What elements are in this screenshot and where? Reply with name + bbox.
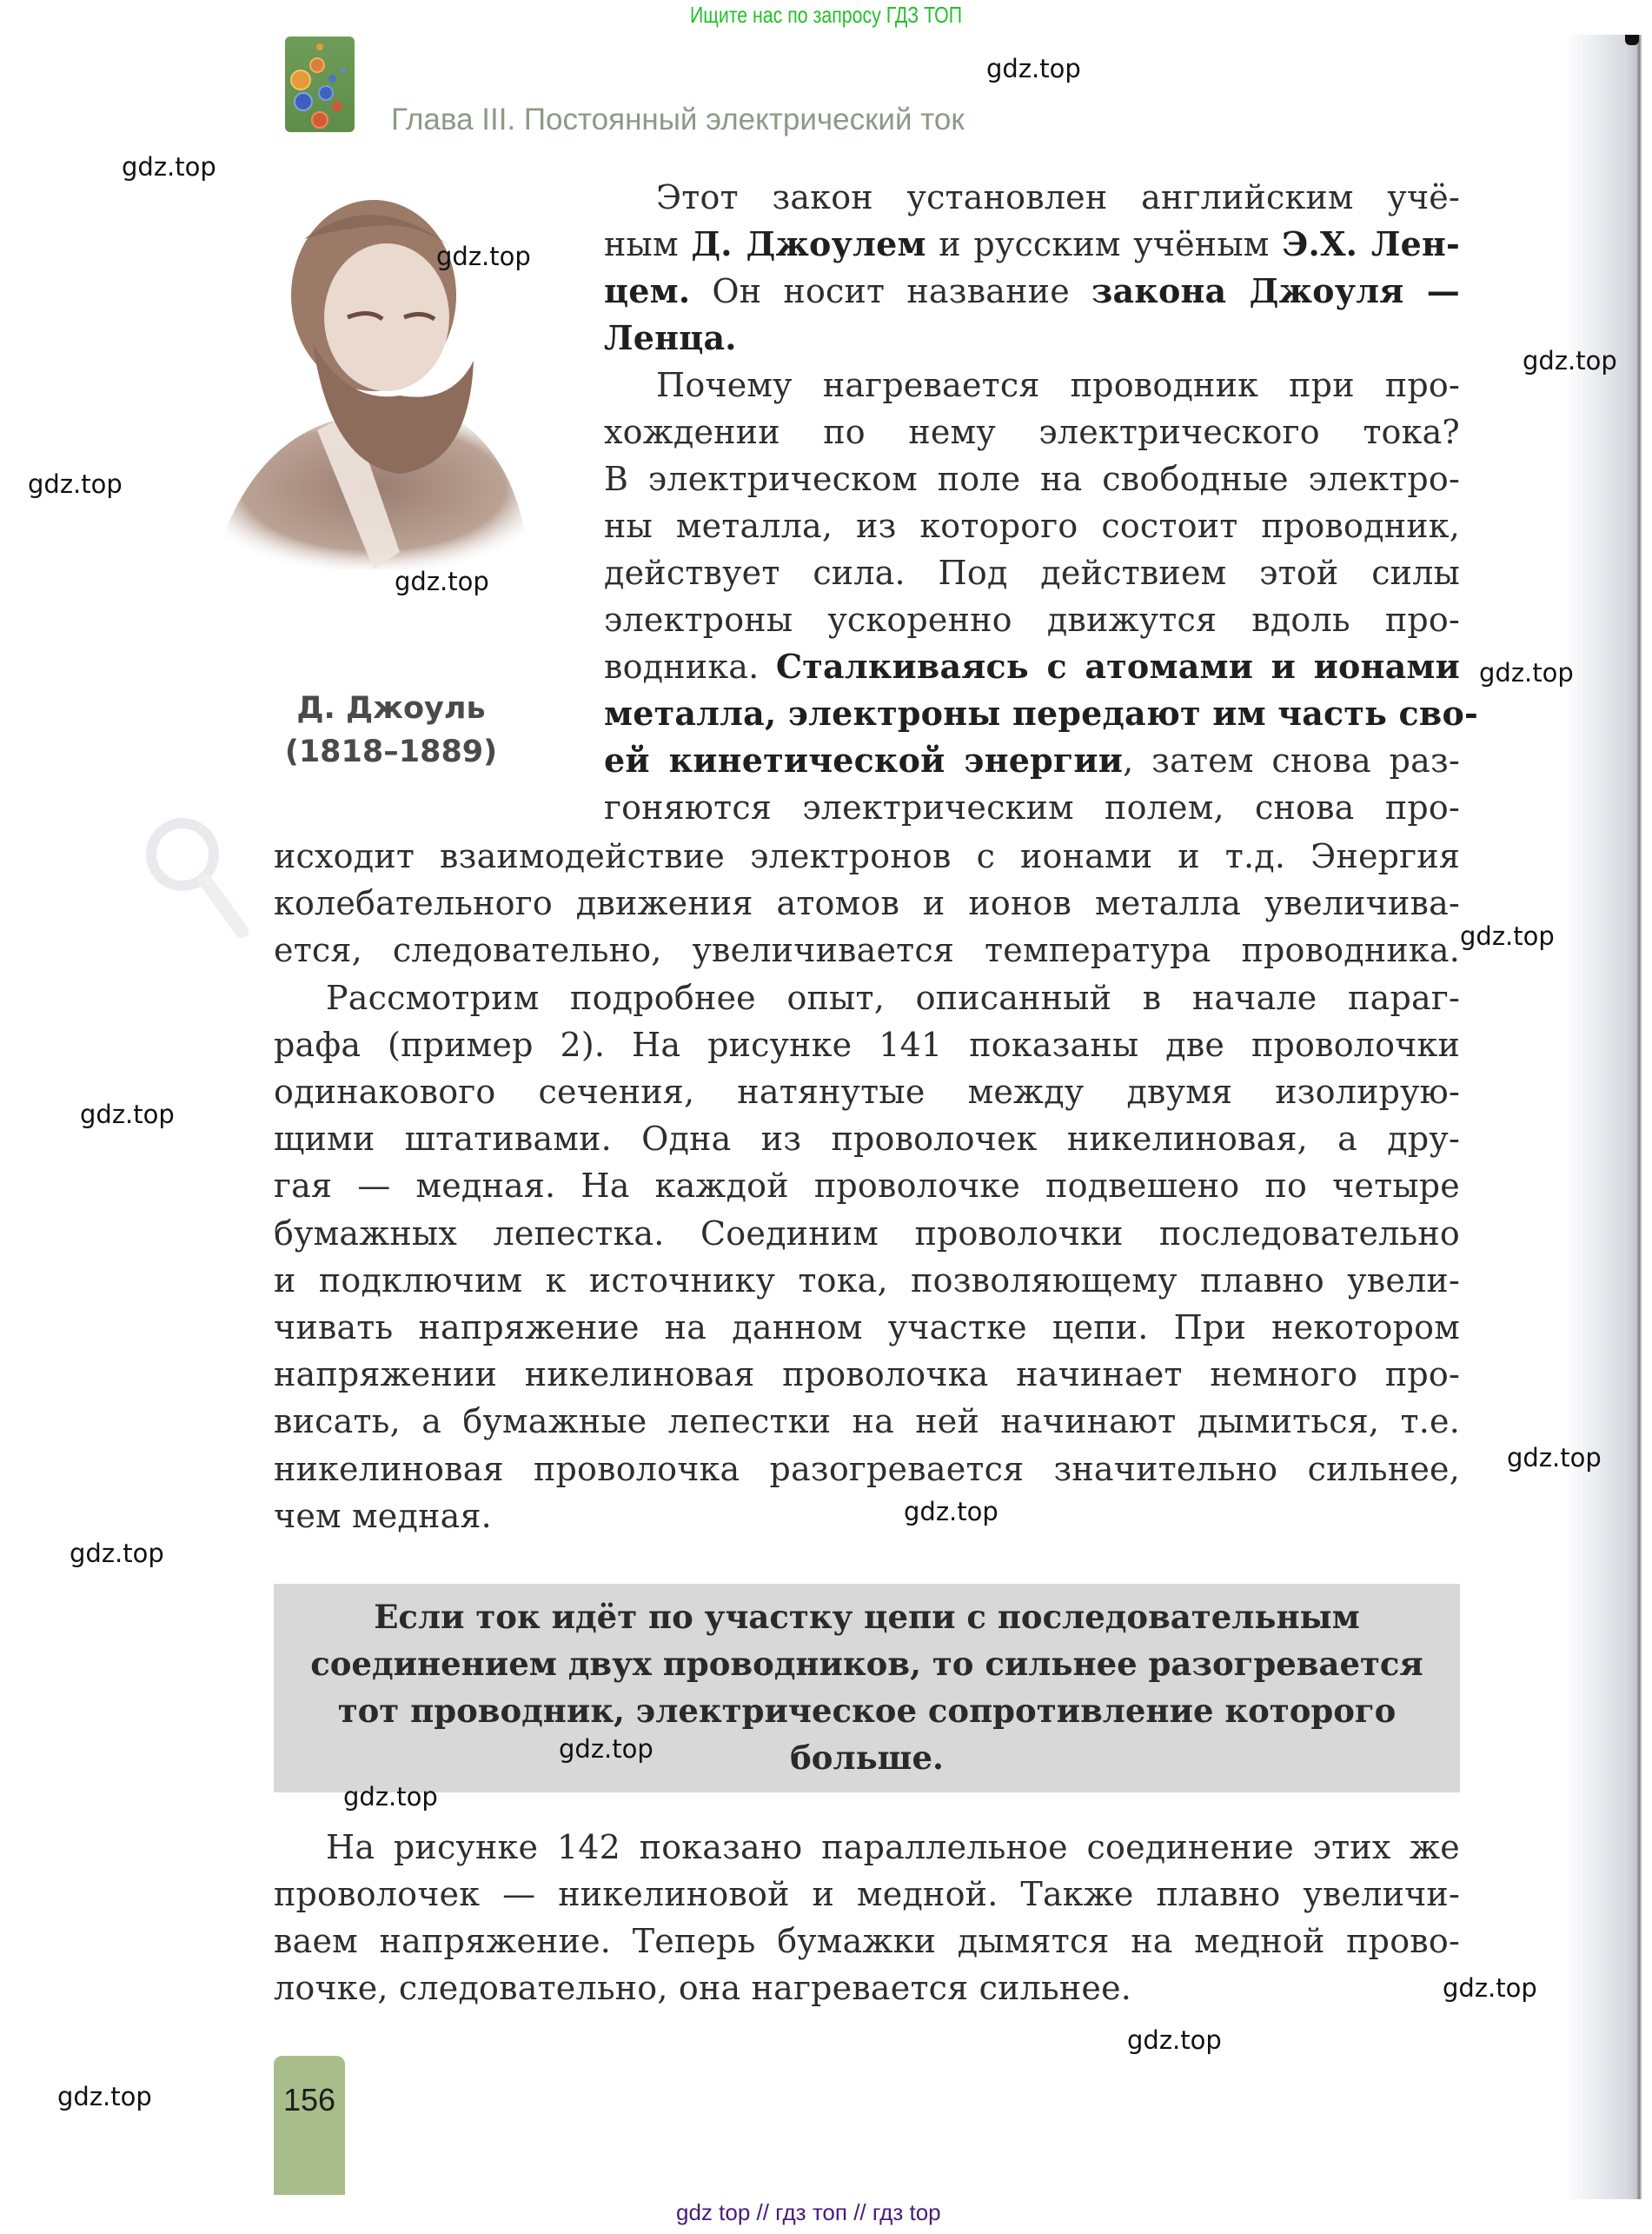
watermark-text: gdz.top (1443, 1973, 1537, 2003)
callout-line: Если ток идёт по участку цепи с последовательным (374, 1598, 1360, 1636)
watermark-text: gdz.top (1479, 658, 1574, 688)
bold-term: цем. (604, 271, 691, 310)
watermark-text: gdz.top (70, 1539, 164, 1568)
watermark-text: gdz.top (986, 54, 1081, 83)
text-line (604, 221, 1460, 268)
text-line: ваем напряжение. Теперь бумажки дымятся на медной прово- (274, 1922, 1460, 1960)
watermark-text: gdz.top (1507, 1443, 1602, 1473)
chapter-title: Глава III. Постоянный электрический ток (391, 103, 965, 136)
page-number: 156 (282, 2082, 336, 2118)
bold-term: металла, электроны передают им часть сво- (604, 694, 1479, 733)
text-run: , затем снова раз- (1123, 741, 1460, 780)
bold-term: Э.Х. Лен- (1282, 224, 1460, 263)
watermark-text: gdz.top (904, 1497, 998, 1526)
watermark-text: gdz.top (1460, 921, 1555, 951)
callout-line: соединением двух проводников, то сильнее разогревается (310, 1645, 1423, 1683)
footer-watermark-links[interactable]: gdz top // гдз топ // гдз top (676, 2199, 941, 2225)
bold-term: закона Джоуля — (1091, 271, 1460, 310)
text-line: Рассмотрим подробнее опыт, описанный в начале параг- (326, 978, 1460, 1017)
watermark-text: gdz.top (57, 2082, 152, 2111)
bold-term: ей кинетической энергии (604, 741, 1124, 780)
text-line (604, 643, 1460, 690)
text-line (604, 315, 1460, 362)
text-line: действует сила. Под действием этой силы (604, 554, 1460, 592)
watermark-text: gdz.top (1523, 346, 1617, 376)
text-line: гоняются электрическим полем, снова про- (604, 788, 1460, 827)
text-run: водника. (604, 648, 776, 686)
callout-line: тот проводник, электрическое сопротивление которого (337, 1692, 1397, 1730)
text-line: щими штативами. Одна из проволочек никелиновая, а дру- (274, 1120, 1460, 1159)
watermark-text: gdz.top (436, 242, 531, 271)
text-run: Он носит название (690, 272, 1092, 310)
bold-term: Ленца. (604, 318, 737, 357)
scan-corner-mark (1625, 35, 1639, 45)
text-line: гая — медная. На каждой проволочке подвешено по четыре (274, 1167, 1460, 1206)
text-line: Этот закон установлен английским учё- (656, 178, 1460, 216)
magnifier-icon (139, 813, 252, 943)
text-line: колебательного движения атомов и ионов металла увеличива- (274, 884, 1460, 923)
text-line: Почему нагревается проводник при про- (656, 366, 1460, 404)
page-number-tab (274, 2056, 345, 2195)
watermark-text: gdz.top (1127, 2025, 1222, 2055)
watermark-text: gdz.top (28, 469, 123, 499)
text-run: ным (604, 225, 692, 263)
chapter-icon (285, 37, 355, 132)
bold-term: Сталкиваясь с атомами и ионами (775, 647, 1460, 686)
watermark-text: gdz.top (559, 1734, 654, 1764)
text-line: ны металла, из которого состоит проводник, (604, 507, 1460, 545)
text-run: и русским учёным (926, 225, 1283, 263)
watermark-text: gdz.top (80, 1100, 175, 1129)
text-line: одинакового сечения, натянутые между двумя изолирую- (274, 1073, 1460, 1111)
bold-term: Д. Джоулем (691, 224, 926, 263)
watermark-text: gdz.top (343, 1782, 438, 1812)
text-line: исходит взаимодействие электронов с ионами и т.д. Энергия (274, 837, 1460, 875)
top-banner: Ищите нас по запросу ГДЗ ТОП (689, 2, 963, 28)
text-line (604, 737, 1460, 784)
portrait-years: (1818–1889) (284, 735, 498, 769)
text-line: чем медная. (274, 1496, 492, 1535)
callout-line: больше. (790, 1739, 944, 1777)
text-line: На рисунке 142 показано параллельное соединение этих же (326, 1828, 1460, 1866)
text-line: напряжении никелиновая проволочка начинает немного про- (274, 1355, 1460, 1394)
text-line: хождении по нему электрического тока? (604, 413, 1460, 451)
text-line: и подключим к источнику тока, позволяющему плавно увели- (274, 1260, 1460, 1300)
text-line: лочке, следовательно, она нагревается сильнее. (274, 1969, 1132, 2007)
text-line: никелиновая проволочка разогревается значительно сильнее, (274, 1449, 1460, 1488)
text-line (604, 690, 1479, 737)
portrait-caption (217, 687, 565, 774)
watermark-text: gdz.top (395, 567, 489, 596)
text-line: проволочек — никелиновой и медной. Также плавно увеличи- (274, 1875, 1460, 1913)
text-line: рафа (пример 2). На рисунке 141 показаны две проволочки (274, 1025, 1460, 1064)
text-line: ется, следовательно, увеличивается температура проводника. (274, 931, 1460, 970)
text-line: бумажных лепестка. Соединим проволочки последовательно (274, 1213, 1460, 1253)
text-line: висать, а бумажные лепестки на ней начинают дымиться, т.е. (274, 1402, 1460, 1441)
watermark-text: gdz.top (122, 152, 216, 182)
text-line: чивать напряжение на данном участке цепи. При некотором (274, 1308, 1460, 1346)
text-line: электроны ускоренно движутся вдоль про- (604, 601, 1460, 639)
text-line: В электрическом поле на свободные электро- (604, 460, 1460, 498)
portrait-name: Д. Джоуль (296, 691, 486, 726)
text-line (604, 268, 1460, 315)
